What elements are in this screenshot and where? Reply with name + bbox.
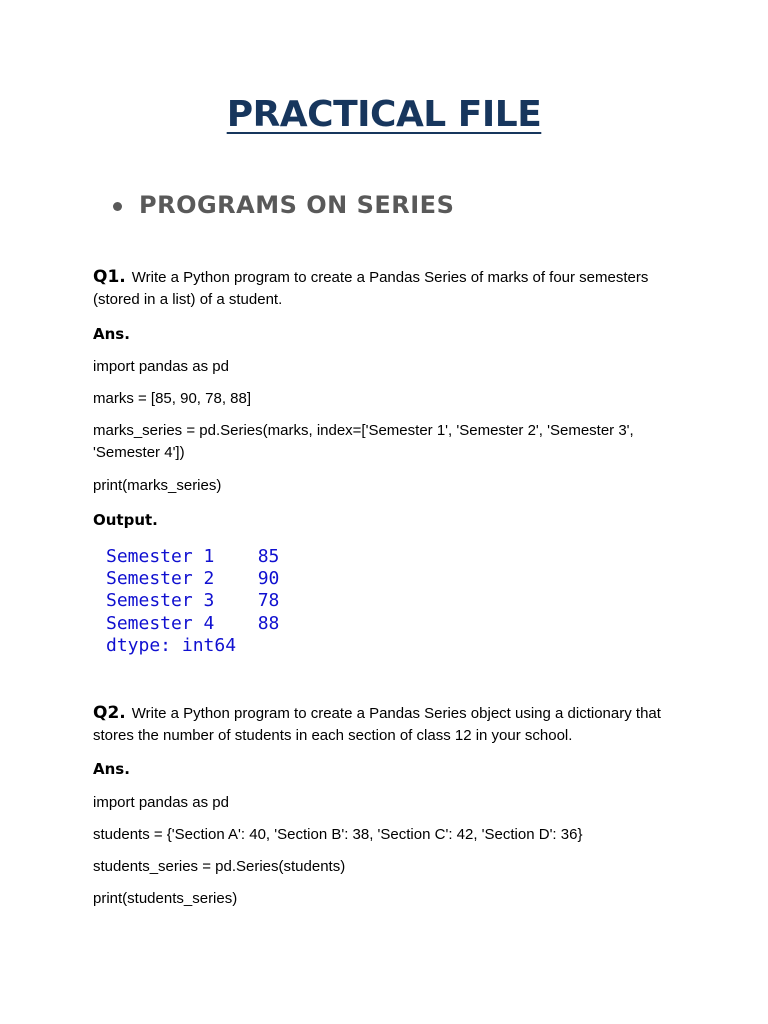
q1-number: Q1.: [93, 267, 126, 287]
q1-code-line-1: import pandas as pd: [93, 358, 229, 375]
q2-code-line-3: students_series = pd.Series(students): [93, 858, 346, 875]
q1-code-line-2: marks = [85, 90, 78, 88]: [93, 390, 252, 407]
output-line: Semester 4 88: [106, 612, 280, 634]
q2-number: Q2.: [93, 703, 126, 723]
q1-question: [93, 266, 673, 311]
output-line: Semester 2 90: [106, 568, 280, 590]
output-line: Semester 1 85: [106, 546, 280, 567]
q2-answer-label: Ans.: [93, 760, 130, 778]
q2-text: Write a Python program to create a Pandas Series object using a dictionary that stores the number of students in each section of class 12 in your school.: [93, 705, 661, 744]
q1-answer-label: Ans.: [93, 325, 130, 343]
q1-output-console: [106, 546, 279, 657]
page-title: PRACTICAL FILE: [226, 94, 542, 135]
q1-code-line-3: marks_series = pd.Series(marks, index=['Semester 1', 'Semester 2', 'Semester 3', 'Semester 4']): [93, 422, 634, 461]
output-line: Semester 3 78: [106, 590, 280, 612]
q2-code-line-1: import pandas as pd: [93, 794, 229, 811]
q1-text: Write a Python program to create a Pandas Series of marks of four semesters (stored in a list) of a student.: [93, 269, 649, 308]
q2-code-line-2: students = {'Section A': 40, 'Section B': 38, 'Section C': 42, 'Section D': 36}: [93, 826, 583, 843]
bullet-icon: [113, 202, 122, 211]
output-line: dtype: int64: [106, 634, 237, 656]
section-heading: [113, 190, 454, 220]
q2-code-line-4: print(students_series): [93, 890, 238, 907]
q2-question: [93, 702, 673, 747]
q1-output-label: Output.: [93, 511, 158, 529]
q1-code-line-4: print(marks_series): [93, 477, 222, 494]
section-heading-text: PROGRAMS ON SERIES: [139, 191, 455, 219]
